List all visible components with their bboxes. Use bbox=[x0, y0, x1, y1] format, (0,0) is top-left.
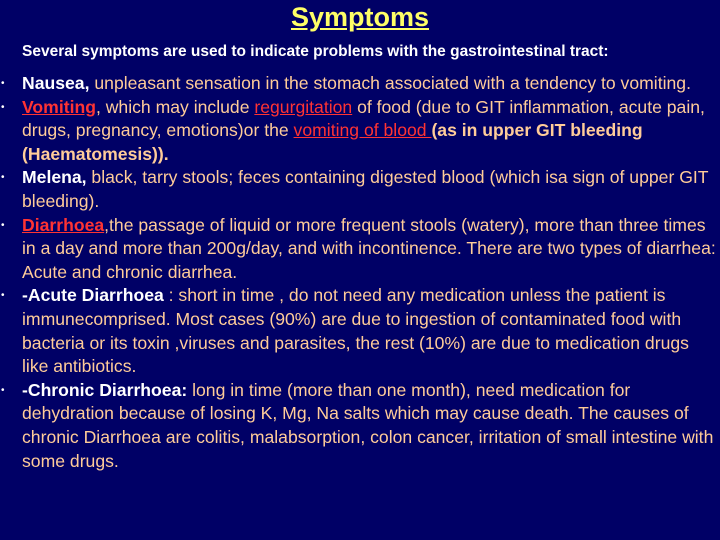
link-regurgitation[interactable]: regurgitation bbox=[254, 96, 353, 117]
term-diarrhoea[interactable]: Diarrhoea bbox=[22, 214, 105, 235]
list-item-diarrhoea bbox=[0, 214, 720, 285]
desc-nausea: unpleasant sensation in the stomach associated with a tendency to vomiting. bbox=[89, 73, 691, 93]
bullet-icon: • bbox=[1, 101, 5, 113]
link-vomiting-of-blood[interactable]: vomiting of blood bbox=[293, 120, 432, 141]
list-item-chronic-diarrhoea bbox=[0, 379, 720, 473]
term-chronic-diarrhoea: -Chronic Diarrhoea: bbox=[22, 379, 188, 400]
bullet-icon: • bbox=[1, 384, 5, 396]
list-item-melena bbox=[0, 166, 720, 213]
desc-diarrhoea: ,the passage of liquid or more frequent stools (watery), more than three times in a day and more than 200g/day, and with incontinence. There are two types of diarrhea: Acute and chronic diarrhea. bbox=[22, 214, 716, 282]
intro-text: Several symptoms are used to indicate problems with the gastrointestinal tract: bbox=[22, 43, 609, 60]
desc-vomiting-c: (as in upper GIT bleeding (Haematomesis)). bbox=[22, 120, 643, 164]
desc-vomiting-a: , which may include bbox=[95, 96, 255, 117]
symptom-list bbox=[0, 72, 720, 473]
desc-vomiting-b: of food (due to GIT inflammation, acute pain, drugs, pregnancy, emotions)or the bbox=[22, 96, 705, 141]
desc-chronic-diarrhoea: long in time (more than one month), need medication for dehydration because of losing K, Mg, Na salts which may cause death. The causes of chronic Diarrhoea are colitis, malabsorption, colon cancer, irritation of small intestine with some drugs. bbox=[22, 379, 714, 471]
desc-melena: black, tarry stools; feces containing digested blood (which isa sign of upper GIT bleeding). bbox=[22, 167, 709, 211]
desc-acute-diarrhoea: : short in time , do not need any medication unless the patient is immunecomprised. Most cases (90%) are due to ingestion of contaminated food with bacteria or its toxin ,viruses and parasites, the rest (10%) are due to medication drugs like antibiotics. bbox=[22, 285, 689, 377]
term-vomiting[interactable]: Vomiting bbox=[22, 96, 96, 117]
page-title: Symptoms bbox=[290, 2, 430, 32]
list-item-nausea bbox=[0, 72, 720, 96]
bullet-icon: • bbox=[1, 78, 5, 89]
list-item-acute-diarrhoea bbox=[0, 284, 720, 378]
term-nausea: Nausea, bbox=[22, 73, 90, 93]
list-item-vomiting bbox=[0, 96, 720, 167]
term-melena: Melena, bbox=[22, 167, 87, 188]
bullet-icon: • bbox=[1, 219, 5, 231]
term-acute-diarrhoea: -Acute Diarrhoea bbox=[22, 285, 164, 306]
bullet-icon: • bbox=[1, 172, 5, 184]
bullet-icon: • bbox=[1, 290, 5, 302]
